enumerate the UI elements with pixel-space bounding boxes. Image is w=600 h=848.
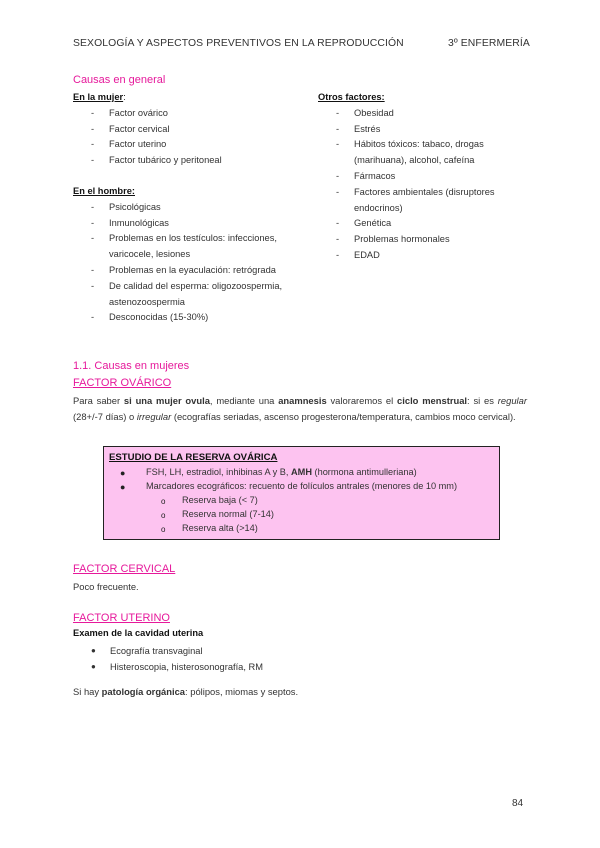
mujer-block: En la mujer: - Factor ovárico - Factor cervical - Factor uterino - Factor tubárico y peritoneal (73, 90, 303, 169)
page-number: 84 (512, 798, 524, 809)
uterino-list (73, 643, 473, 675)
uterino-subtitle: Examen de la cavidad uterina (73, 628, 204, 638)
circle-bullet-icon: o (161, 511, 166, 520)
header-year: 3º ENFERMERÍA (448, 38, 530, 49)
otros-list (318, 106, 518, 264)
section-title: 1.1. Causas en mujeres (73, 360, 190, 372)
uterino-list-block (73, 643, 473, 675)
list-item: - Factores ambientales (disruptores endocrinos) (318, 185, 518, 217)
header-course: SEXOLOGÍA Y ASPECTOS PREVENTIVOS EN LA REPRODUCCIÓN (73, 38, 404, 49)
box-item-hormones: FSH, LH, estradiol, inhibinas A y B, AMH (hormona antimulleriana) (146, 467, 417, 477)
list-item: - Factor tubárico y peritoneal (73, 153, 303, 169)
list-item: - Problemas hormonales (318, 232, 518, 248)
list-item: ● Ecografía transvaginal (73, 643, 473, 659)
list-item: - Problemas en la eyaculación: retrógrada (73, 263, 293, 279)
ovarico-paragraph: Para saber si una mujer ovula, mediante una anamnesis valoraremos el ciclo menstrual: si es regular (28+/-7 días) o irregular (ecografías seriadas, ascenso progesterona/temperatura, cambios moco cervical). (73, 395, 527, 422)
uterino-title: FACTOR UTERINO (73, 612, 170, 624)
list-item: - De calidad del esperma: oligozoospermia, astenozoospermia (73, 279, 293, 311)
uterino-paragraph: Si hay patología orgánica: pólipos, miomas y septos. (73, 686, 299, 697)
hombre-heading: En el hombre: (73, 186, 135, 196)
reserva-alta: Reserva alta (>14) (182, 523, 258, 533)
reserva-normal: Reserva normal (7-14) (182, 509, 274, 519)
list-item: - Factor cervical (73, 122, 303, 138)
list-item: - Desconocidas (15-30%) (73, 310, 293, 326)
list-item: - Genética (318, 216, 518, 232)
list-item: - Factor ovárico (73, 106, 303, 122)
bullet-icon: ● (120, 482, 126, 492)
list-item: - Estrés (318, 122, 518, 138)
list-item: - Hábitos tóxicos: tabaco, drogas (marihuana), alcohol, cafeína (318, 137, 518, 169)
list-item: - Inmunológicas (73, 216, 293, 232)
cervical-text: Poco frecuente. (73, 581, 139, 592)
list-item: - EDAD (318, 248, 518, 264)
list-item: - Obesidad (318, 106, 518, 122)
hombre-list (73, 200, 293, 326)
general-title: Causas en general (73, 74, 166, 86)
cervical-title: FACTOR CERVICAL (73, 563, 176, 575)
list-item: - Problemas en los testículos: infecciones, varicocele, lesiones (73, 231, 293, 263)
circle-bullet-icon: o (161, 525, 166, 534)
mujer-list (73, 106, 303, 169)
bullet-icon: ● (120, 468, 126, 478)
list-item: - Fármacos (318, 169, 518, 185)
reserva-baja: Reserva baja (< 7) (182, 495, 258, 505)
circle-bullet-icon: o (161, 497, 166, 506)
box-item-markers: Marcadores ecográficos: recuento de folículos antrales (menores de 10 mm) (146, 481, 458, 491)
otros-block (318, 90, 528, 264)
hombre-block (73, 184, 303, 326)
list-item: - Psicológicas (73, 200, 293, 216)
list-item: - Factor uterino (73, 137, 303, 153)
box-title: ESTUDIO DE LA RESERVA OVÁRICA (109, 452, 278, 463)
reserva-ovarica-box (103, 446, 500, 540)
ovarico-title: FACTOR OVÁRICO (73, 377, 172, 389)
mujer-heading: En la mujer (73, 92, 124, 102)
list-item: ● Histeroscopia, histerosonografía, RM (73, 659, 473, 675)
otros-heading: Otros factores: (318, 92, 385, 102)
